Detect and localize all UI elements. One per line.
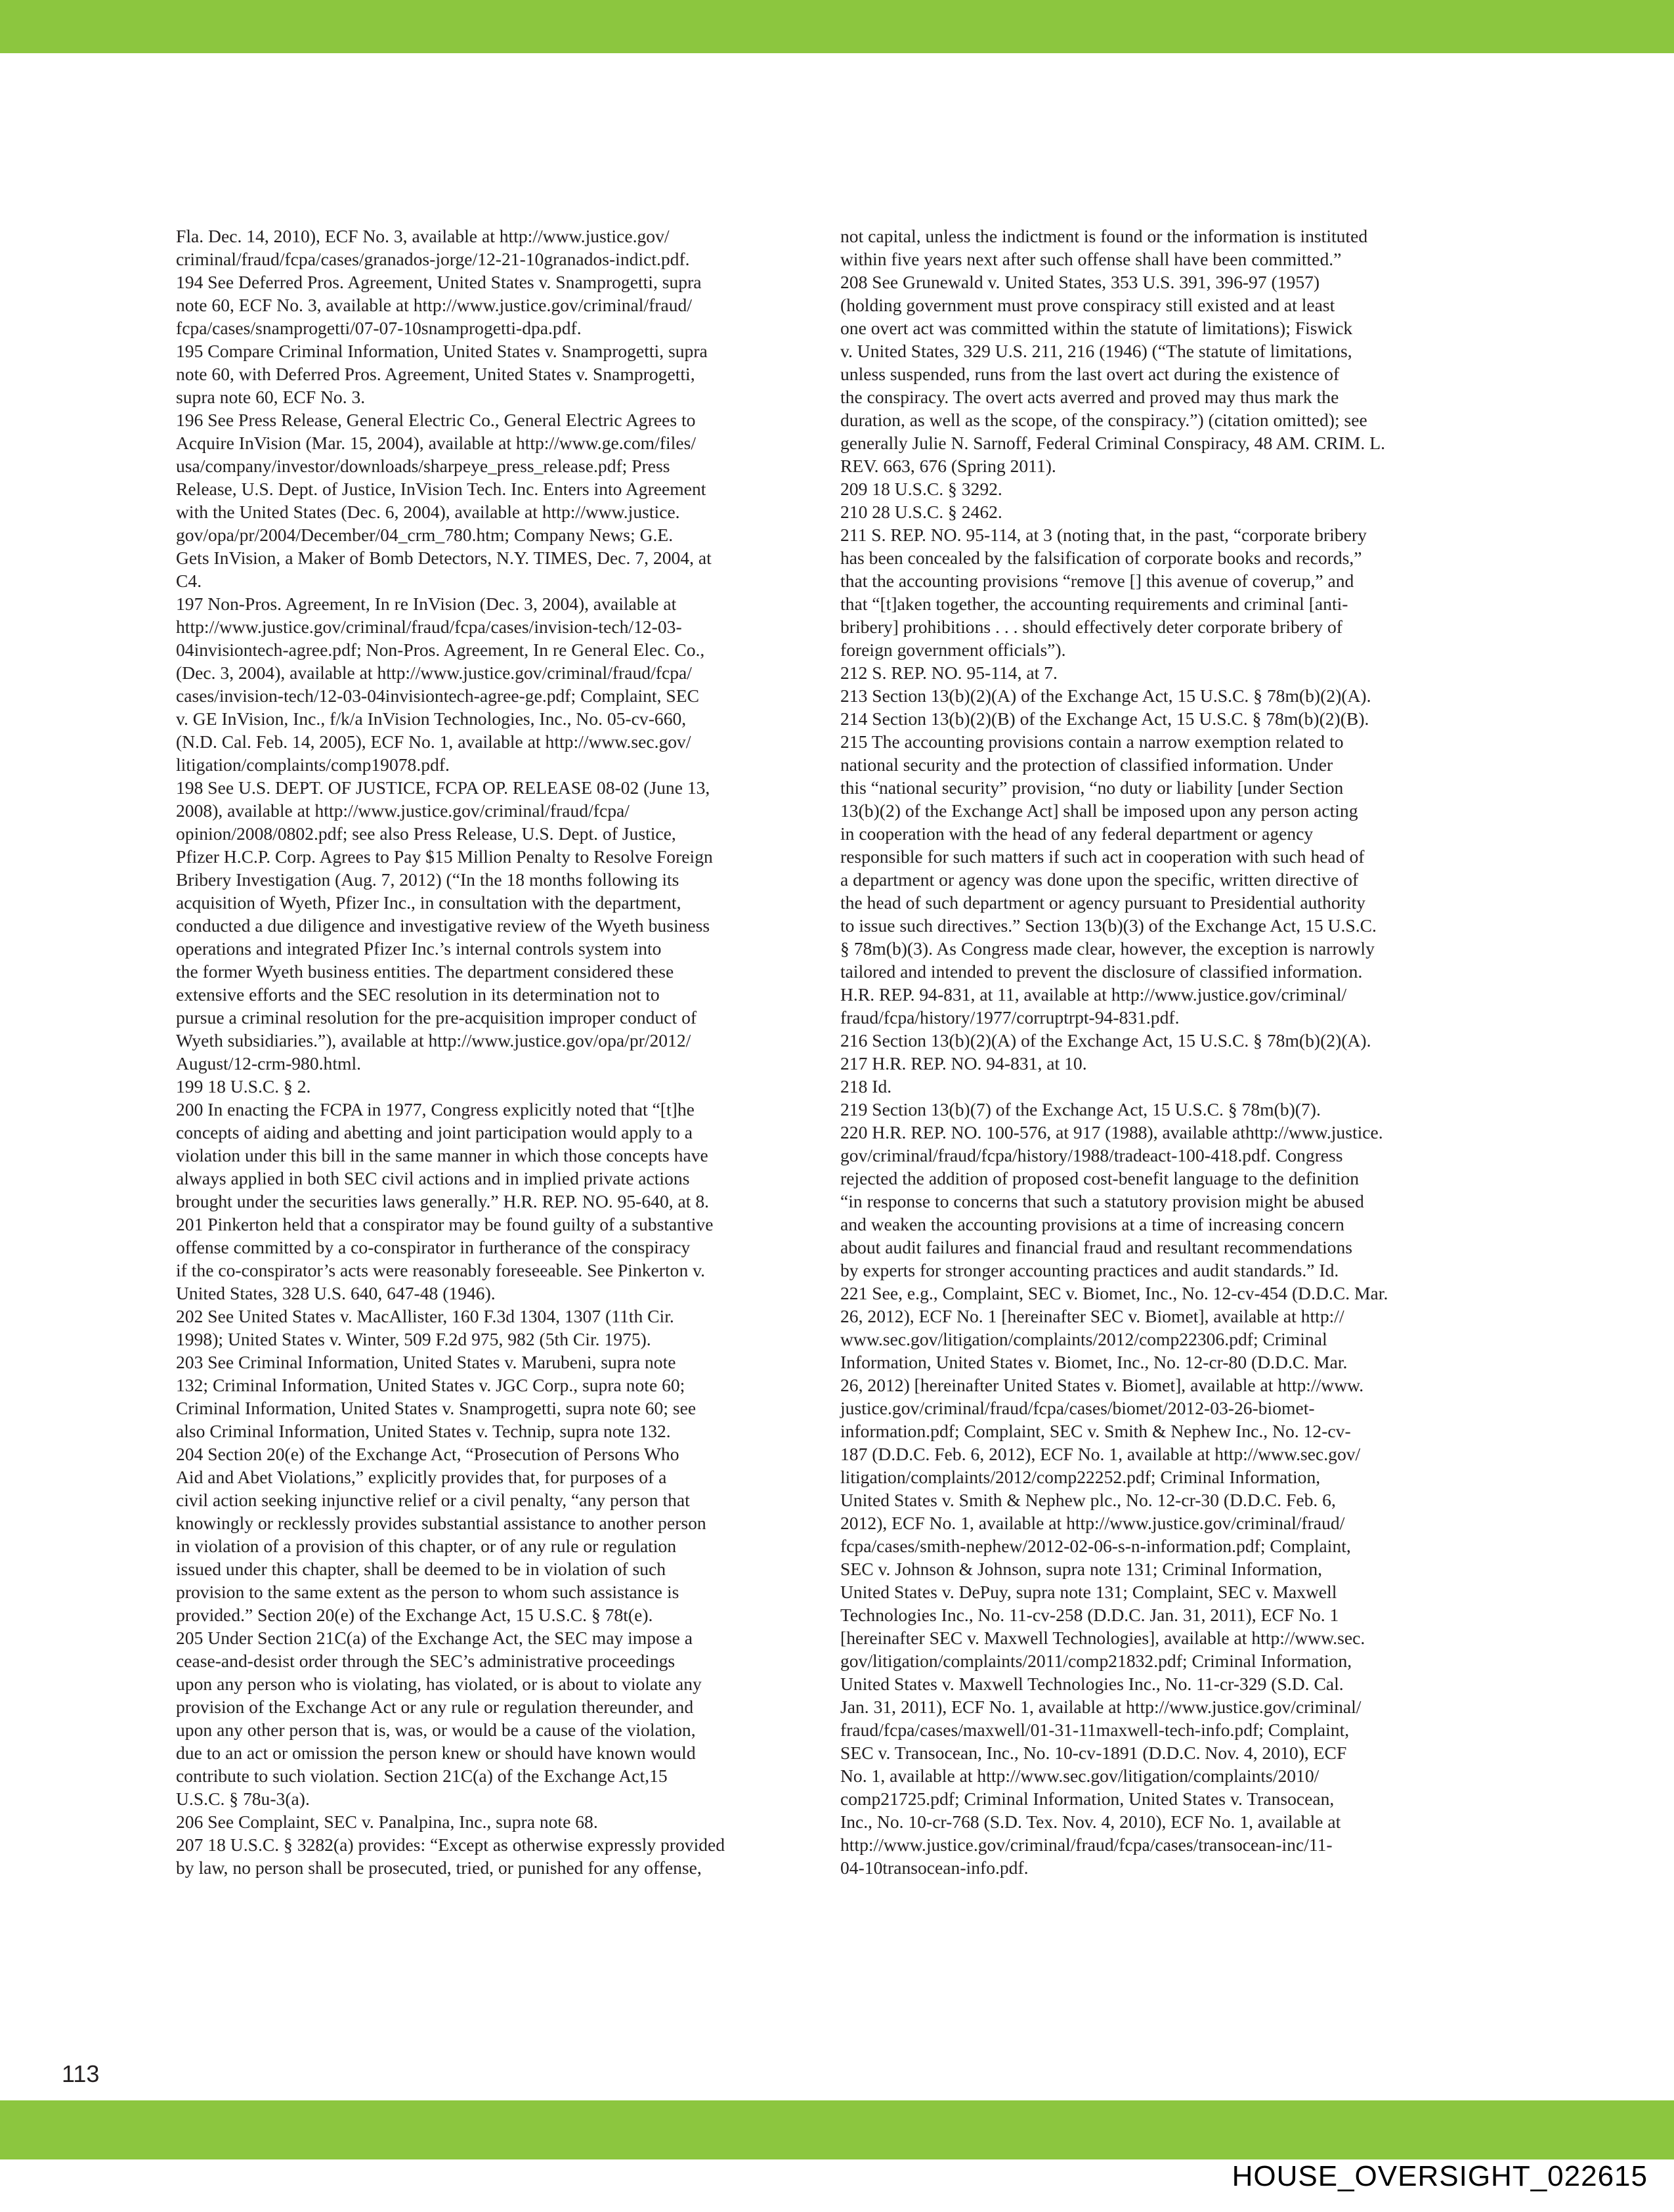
text-line: 04invisiontech-agree.pdf; Non-Pros. Agreement, In re General Elec. Co., xyxy=(176,640,705,660)
text-line: fraud/fcpa/cases/maxwell/01-31-11maxwell-tech-info.pdf; Complaint, xyxy=(840,1720,1350,1740)
text-line: information.pdf; Complaint, SEC v. Smith & Nephew Inc., No. 12-cv- xyxy=(840,1421,1351,1441)
text-line: 187 (D.D.C. Feb. 6, 2012), ECF No. 1, available at http://www.sec.gov/ xyxy=(840,1444,1361,1464)
text-line: Inc., No. 10-cr-768 (S.D. Tex. Nov. 4, 2010), ECF No. 1, available at xyxy=(840,1811,1341,1832)
text-line: supra note 60, ECF No. 3. xyxy=(176,387,366,407)
text-line: 212 S. REP. NO. 95-114, at 7. xyxy=(840,662,1058,683)
text-line: to issue such directives.” Section 13(b)(3) of the Exchange Act, 15 U.S.C. xyxy=(840,915,1377,936)
text-line: 199 18 U.S.C. § 2. xyxy=(176,1076,311,1096)
text-line: 206 See Complaint, SEC v. Panalpina, Inc., supra note 68. xyxy=(176,1811,598,1832)
text-line: generally Julie N. Sarnoff, Federal Criminal Conspiracy, 48 AM. CRIM. L. xyxy=(840,433,1385,453)
text-line: 216 Section 13(b)(2)(A) of the Exchange Act, 15 U.S.C. § 78m(b)(2)(A). xyxy=(840,1030,1371,1051)
text-line: with the United States (Dec. 6, 2004), available at http://www.justice. xyxy=(176,502,680,522)
text-line: 208 See Grunewald v. United States, 353 U.S. 391, 396-97 (1957) xyxy=(840,272,1320,292)
text-line: gov/criminal/fraud/fcpa/history/1988/tradeact-100-418.pdf. Congress xyxy=(840,1145,1343,1165)
text-line: U.S.C. § 78u-3(a). xyxy=(176,1789,310,1809)
text-line: brought under the securities laws generally.” H.R. REP. NO. 95-640, at 8. xyxy=(176,1191,710,1211)
text-line: provision to the same extent as the person to whom such assistance is xyxy=(176,1582,679,1602)
text-line: acquisition of Wyeth, Pfizer Inc., in consultation with the department, xyxy=(176,892,681,913)
text-line: Aid and Abet Violations,” explicitly provides that, for purposes of a xyxy=(176,1467,667,1487)
text-line: REV. 663, 676 (Spring 2011). xyxy=(840,456,1056,476)
text-line: contribute to such violation. Section 21C(a) of the Exchange Act,15 xyxy=(176,1766,668,1786)
text-line: also Criminal Information, United States v. Technip, supra note 132. xyxy=(176,1421,671,1441)
text-line: (N.D. Cal. Feb. 14, 2005), ECF No. 1, available at http://www.sec.gov/ xyxy=(176,731,691,752)
text-line: due to an act or omission the person knew or should have known would xyxy=(176,1743,696,1763)
text-line: August/12-crm-980.html. xyxy=(176,1053,362,1073)
text-line: 13(b)(2) of the Exchange Act] shall be imposed upon any person acting xyxy=(840,800,1358,821)
text-line: extensive efforts and the SEC resolution in its determination not to xyxy=(176,984,660,1005)
text-line: “in response to concerns that such a statutory provision might be abused xyxy=(840,1191,1364,1211)
text-line: H.R. REP. 94-831, at 11, available at http://www.justice.gov/criminal/ xyxy=(840,984,1347,1005)
page-number: 113 xyxy=(62,2060,100,2087)
text-line: United States v. DePuy, supra note 131; Complaint, SEC v. Maxwell xyxy=(840,1582,1337,1602)
text-line: usa/company/investor/downloads/sharpeye_press_release.pdf; Press xyxy=(176,456,670,476)
text-line: 132; Criminal Information, United States v. JGC Corp., supra note 60; xyxy=(176,1375,685,1395)
text-line: tailored and intended to prevent the disclosure of classified information. xyxy=(840,961,1363,982)
text-line: v. United States, 329 U.S. 211, 216 (1946) (“The statute of limitations, xyxy=(840,341,1352,361)
text-line: 197 Non-Pros. Agreement, In re InVision (Dec. 3, 2004), available at xyxy=(176,594,677,614)
text-line: 217 H.R. REP. NO. 94-831, at 10. xyxy=(840,1053,1087,1073)
text-line: that the accounting provisions “remove [] this avenue of coverup,” and xyxy=(840,571,1354,591)
text-line: litigation/complaints/2012/comp22252.pdf; Criminal Information, xyxy=(840,1467,1321,1487)
bottom-green-band xyxy=(0,2100,1674,2159)
text-line: 26, 2012), ECF No. 1 [hereinafter SEC v. Biomet], available at http:// xyxy=(840,1306,1344,1326)
text-line: national security and the protection of classified information. Under xyxy=(840,754,1333,775)
text-line: litigation/complaints/comp19078.pdf. xyxy=(176,754,450,775)
text-line: provision of the Exchange Act or any rule or regulation thereunder, and xyxy=(176,1697,694,1717)
text-line: a department or agency was done upon the specific, written directive of xyxy=(840,869,1359,890)
text-line: 2008), available at http://www.justice.gov/criminal/fraud/fcpa/ xyxy=(176,800,630,821)
text-line: Bribery Investigation (Aug. 7, 2012) (“In the 18 months following its xyxy=(176,869,679,890)
text-line: United States v. Smith & Nephew plc., No. 12-cr-30 (D.D.C. Feb. 6, xyxy=(840,1490,1336,1510)
text-line: foreign government officials”). xyxy=(840,640,1066,660)
text-line: www.sec.gov/litigation/complaints/2012/comp22306.pdf; Criminal xyxy=(840,1329,1327,1349)
text-line: (Dec. 3, 2004), available at http://www.justice.gov/criminal/fraud/fcpa/ xyxy=(176,662,692,683)
text-line: 04-10transocean-info.pdf. xyxy=(840,1857,1029,1878)
text-line: Jan. 31, 2011), ECF No. 1, available at http://www.justice.gov/criminal/ xyxy=(840,1697,1362,1717)
text-line: provided.” Section 20(e) of the Exchange Act, 15 U.S.C. § 78t(e). xyxy=(176,1605,653,1625)
text-line: rejected the addition of proposed cost-benefit language to the definition xyxy=(840,1168,1359,1188)
text-line: v. GE InVision, Inc., f/k/a InVision Technologies, Inc., No. 05-cv-660, xyxy=(176,708,687,729)
text-line: 211 S. REP. NO. 95-114, at 3 (noting that, in the past, “corporate bribery xyxy=(840,525,1367,545)
text-line: violation under this bill in the same manner in which those concepts have xyxy=(176,1145,708,1165)
text-line: pursue a criminal resolution for the pre-acquisition improper conduct of xyxy=(176,1007,697,1028)
text-line: this “national security” provision, “no duty or liability [under Section xyxy=(840,777,1344,798)
text-line: No. 1, available at http://www.sec.gov/litigation/complaints/2010/ xyxy=(840,1766,1320,1786)
text-line: 210 28 U.S.C. § 2462. xyxy=(840,502,1002,522)
text-line: 219 Section 13(b)(7) of the Exchange Act, 15 U.S.C. § 78m(b)(7). xyxy=(840,1099,1321,1119)
text-line: the former Wyeth business entities. The department considered these xyxy=(176,961,674,982)
text-line: 201 Pinkerton held that a conspirator may be found guilty of a substantive xyxy=(176,1214,714,1234)
text-line: Wyeth subsidiaries.”), available at http://www.justice.gov/opa/pr/2012/ xyxy=(176,1030,691,1051)
text-line: 221 See, e.g., Complaint, SEC v. Biomet, Inc., No. 12-cv-454 (D.D.C. Mar. xyxy=(840,1283,1388,1303)
text-line: by experts for stronger accounting practices and audit standards.” Id. xyxy=(840,1260,1339,1280)
text-line: opinion/2008/0802.pdf; see also Press Release, U.S. Dept. of Justice, xyxy=(176,823,676,844)
text-line: http://www.justice.gov/criminal/fraud/fcpa/cases/transocean-inc/11- xyxy=(840,1834,1333,1855)
text-line: upon any other person that is, was, or would be a cause of the violation, xyxy=(176,1720,696,1740)
text-line: 26, 2012) [hereinafter United States v. Biomet], available at http://www. xyxy=(840,1375,1364,1395)
text-line: duration, as well as the scope, of the conspiracy.”) (citation omitted); see xyxy=(840,410,1367,430)
text-line: 202 See United States v. MacAllister, 160 F.3d 1304, 1307 (11th Cir. xyxy=(176,1306,674,1326)
text-line: offense committed by a co-conspirator in furtherance of the conspiracy xyxy=(176,1237,691,1257)
text-line: (holding government must prove conspiracy still existed and at least xyxy=(840,295,1335,315)
text-line: note 60, with Deferred Pros. Agreement, United States v. Snamprogetti, xyxy=(176,364,695,384)
text-line: 213 Section 13(b)(2)(A) of the Exchange Act, 15 U.S.C. § 78m(b)(2)(A). xyxy=(840,685,1371,706)
text-line: fraud/fcpa/history/1977/corruptrpt-94-831.pdf. xyxy=(840,1007,1180,1028)
text-line: civil action seeking injunctive relief or a civil penalty, “any person that xyxy=(176,1490,690,1510)
text-line: 209 18 U.S.C. § 3292. xyxy=(840,479,1002,499)
text-line: 214 Section 13(b)(2)(B) of the Exchange Act, 15 U.S.C. § 78m(b)(2)(B). xyxy=(840,708,1369,729)
text-line: if the co-conspirator’s acts were reasonably foreseeable. See Pinkerton v. xyxy=(176,1260,706,1280)
text-line: cases/invision-tech/12-03-04invisiontech-agree-ge.pdf; Complaint, SEC xyxy=(176,685,699,706)
text-line: fcpa/cases/smith-nephew/2012-02-06-s-n-information.pdf; Complaint, xyxy=(840,1536,1351,1556)
text-line: and weaken the accounting provisions at a time of increasing concern xyxy=(840,1214,1344,1234)
text-line: by law, no person shall be prosecuted, tried, or punished for any offense, xyxy=(176,1857,702,1878)
left-footnote-column xyxy=(176,225,800,1879)
text-line: knowingly or recklessly provides substantial assistance to another person xyxy=(176,1513,706,1533)
text-line: http://www.justice.gov/criminal/fraud/fcpa/cases/invision-tech/12-03- xyxy=(176,617,682,637)
text-line: [hereinafter SEC v. Maxwell Technologies], available at http://www.sec. xyxy=(840,1628,1365,1648)
top-green-band xyxy=(0,0,1674,53)
text-line: within five years next after such offense shall have been committed.” xyxy=(840,249,1342,269)
text-line: operations and integrated Pfizer Inc.’s internal controls system into xyxy=(176,938,662,959)
text-line: one overt act was committed within the statute of limitations); Fiswick xyxy=(840,318,1353,338)
text-line: 215 The accounting provisions contain a narrow exemption related to xyxy=(840,731,1344,752)
text-line: 1998); United States v. Winter, 509 F.2d 975, 982 (5th Cir. 1975). xyxy=(176,1329,651,1349)
text-line: 205 Under Section 21C(a) of the Exchange Act, the SEC may impose a xyxy=(176,1628,693,1648)
text-line: C4. xyxy=(176,571,202,591)
text-line: Criminal Information, United States v. Snamprogetti, supra note 60; see xyxy=(176,1398,697,1418)
text-line: 195 Compare Criminal Information, United States v. Snamprogetti, supra xyxy=(176,341,708,361)
text-line: responsible for such matters if such act in cooperation with such head of xyxy=(840,846,1365,867)
text-line: the conspiracy. The overt acts averred and proved may thus mark the xyxy=(840,387,1339,407)
text-line: justice.gov/criminal/fraud/fcpa/cases/biomet/2012-03-26-biomet- xyxy=(840,1398,1315,1418)
text-line: United States, 328 U.S. 640, 647-48 (1946). xyxy=(176,1283,496,1303)
text-line: unless suspended, runs from the last overt act during the existence of xyxy=(840,364,1340,384)
text-line: in cooperation with the head of any federal department or agency xyxy=(840,823,1314,844)
text-line: in violation of a provision of this chapter, or of any rule or regulation xyxy=(176,1536,677,1556)
text-line: always applied in both SEC civil actions and in implied private actions xyxy=(176,1168,690,1188)
text-line: upon any person who is violating, has violated, or is about to violate any xyxy=(176,1674,702,1694)
text-line: § 78m(b)(3). As Congress made clear, however, the exception is narrowly xyxy=(840,938,1375,959)
text-line: note 60, ECF No. 3, available at http://www.justice.gov/criminal/fraud/ xyxy=(176,295,693,315)
text-line: cease-and-desist order through the SEC’s administrative proceedings xyxy=(176,1651,676,1671)
text-line: United States v. Maxwell Technologies Inc., No. 11-cr-329 (S.D. Cal. xyxy=(840,1674,1344,1694)
text-line: fcpa/cases/snamprogetti/07-07-10snamprogetti-dpa.pdf. xyxy=(176,318,582,338)
text-line: Release, U.S. Dept. of Justice, InVision Tech. Inc. Enters into Agreement xyxy=(176,479,706,499)
text-line: 194 See Deferred Pros. Agreement, United States v. Snamprogetti, supra xyxy=(176,272,702,292)
text-line: about audit failures and financial fraud and resultant recommendations xyxy=(840,1237,1353,1257)
text-line: Gets InVision, a Maker of Bomb Detectors, N.Y. TIMES, Dec. 7, 2004, at xyxy=(176,548,712,568)
text-line: 2012), ECF No. 1, available at http://www.justice.gov/criminal/fraud/ xyxy=(840,1513,1345,1533)
text-line: Fla. Dec. 14, 2010), ECF No. 3, available at http://www.justice.gov/ xyxy=(176,226,670,246)
text-line: conducted a due diligence and investigative review of the Wyeth business xyxy=(176,915,710,936)
text-line: bribery] prohibitions . . . should effectively deter corporate bribery of xyxy=(840,617,1342,637)
text-line: Information, United States v. Biomet, Inc., No. 12-cr-80 (D.D.C. Mar. xyxy=(840,1352,1348,1372)
text-line: 220 H.R. REP. NO. 100-576, at 917 (1988), available athttp://www.justice. xyxy=(840,1122,1383,1142)
text-line: Acquire InVision (Mar. 15, 2004), available at http://www.ge.com/files/ xyxy=(176,433,696,453)
text-line: 203 See Criminal Information, United States v. Marubeni, supra note xyxy=(176,1352,676,1372)
text-line: Technologies Inc., No. 11-cv-258 (D.D.C. Jan. 31, 2011), ECF No. 1 xyxy=(840,1605,1339,1625)
text-line: not capital, unless the indictment is found or the information is instituted xyxy=(840,226,1368,246)
text-line: SEC v. Johnson & Johnson, supra note 131; Criminal Information, xyxy=(840,1559,1323,1579)
text-line: concepts of aiding and abetting and joint participation would apply to a xyxy=(176,1122,693,1142)
text-line: has been concealed by the falsification of corporate books and records,” xyxy=(840,548,1362,568)
bates-stamp: HOUSE_OVERSIGHT_022615 xyxy=(1232,2160,1648,2192)
text-line: Pfizer H.C.P. Corp. Agrees to Pay $15 Million Penalty to Resolve Foreign xyxy=(176,846,713,867)
text-line: criminal/fraud/fcpa/cases/granados-jorge/12-21-10granados-indict.pdf. xyxy=(176,249,690,269)
text-line: 198 See U.S. DEPT. OF JUSTICE, FCPA OP. RELEASE 08-02 (June 13, xyxy=(176,777,710,798)
text-line: comp21725.pdf; Criminal Information, United States v. Transocean, xyxy=(840,1789,1335,1809)
text-line: 200 In enacting the FCPA in 1977, Congress explicitly noted that “[t]he xyxy=(176,1099,695,1119)
text-line: 196 See Press Release, General Electric Co., General Electric Agrees to xyxy=(176,410,696,430)
text-line: 218 Id. xyxy=(840,1076,892,1096)
text-line: SEC v. Transocean, Inc., No. 10-cv-1891 (D.D.C. Nov. 4, 2010), ECF xyxy=(840,1743,1347,1763)
text-line: issued under this chapter, shall be deemed to be in violation of such xyxy=(176,1559,666,1579)
text-line: that “[t]aken together, the accounting requirements and criminal [anti- xyxy=(840,594,1348,614)
text-line: 204 Section 20(e) of the Exchange Act, “Prosecution of Persons Who xyxy=(176,1444,679,1464)
right-footnote-column xyxy=(840,225,1464,1879)
text-line: gov/opa/pr/2004/December/04_crm_780.htm; Company News; G.E. xyxy=(176,525,674,545)
text-line: 207 18 U.S.C. § 3282(a) provides: “Except as otherwise expressly provided xyxy=(176,1834,725,1855)
text-line: the head of such department or agency pursuant to Presidential authority xyxy=(840,892,1365,913)
text-line: gov/litigation/complaints/2011/comp21832.pdf; Criminal Information, xyxy=(840,1651,1352,1671)
